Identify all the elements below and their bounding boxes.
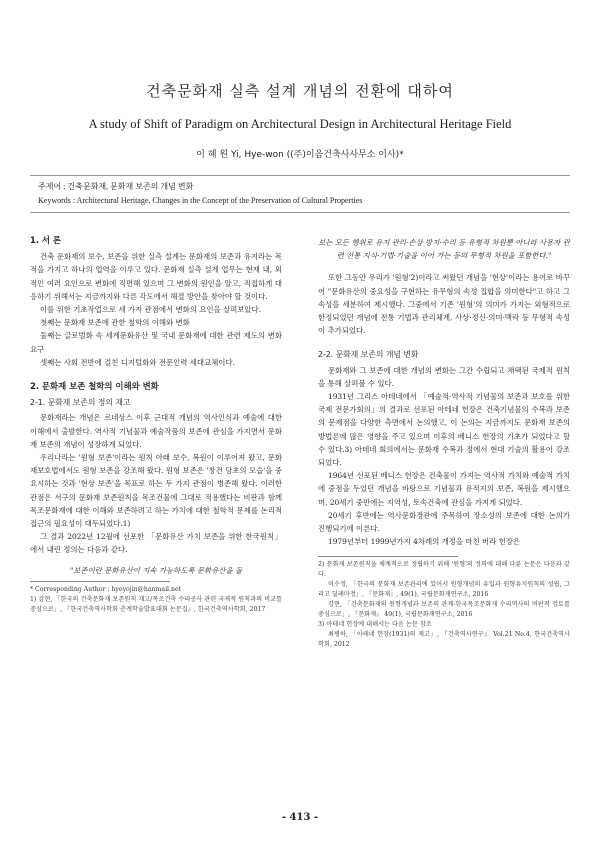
footnote-rule <box>318 556 458 557</box>
principle-quote-continued: 보는 모든 행위로 유지 관리·손상 방지·수리 등 유형적 차원뿐 아니라 사용자 관련 전통 지식·기법·기술을 이어 가는 등의 무형적 차원을 포함한다." <box>318 238 570 261</box>
footnote-1: 1) 강현, 「한국의 건축문화재 보존원칙 재고/목조건축 수리공사 관련 국제적 원칙과의 비교를 중심으로」, 『한국건축역사학회 춘계학술발표대회 논문집』, 한국건축역사학회, 2017 <box>30 595 282 613</box>
paragraph: 1979년부터 1999년가지 4차례의 개정을 마친 버라 헌장은 <box>328 537 521 547</box>
corresponding-author-footnote: * Corresponding Author : hyeyojin@hanmail.net <box>30 585 182 593</box>
left-column <box>30 234 282 615</box>
keywords-english: Keywords : Architectural Heritage, Changes in the Concept of the Preservation of Cultural Properties <box>38 196 363 205</box>
author-line: 이 혜 원 Yi, Hye-won ((주)이음건축사사무소 이사)* <box>196 150 404 160</box>
paragraph: 문화재와 그 보존에 대한 개념의 변화는 그간 수립되고 채택된 국제적 원칙을 통해 살펴볼 수 있다. <box>318 365 570 388</box>
footnote-3: 3) 아테네 헌장에 대해서는 다음 논문 참조 <box>318 621 432 629</box>
principle-quote-start: "보존이란 문화유산이 지속 가능하도록 문화유산을 돌 <box>69 565 243 575</box>
paragraph: 둘째는 글로벌화 속 세계문화유산 및 국내 문화재에 대한 관련 제도의 변화 요구 <box>30 331 282 354</box>
keywords-korean: 주제어 : 건축문화재, 문화재 보존의 개념 변화 <box>38 182 194 191</box>
footnote-rule <box>30 581 170 582</box>
paragraph: 또한 그동안 우리가 '원형'2)이라고 써왔던 개념을 '현상'이라는 용어로 바꾸어 "문화유산의 중요성을 구현하는 유무형의 속성 집합을 의미한다"고 하고 그 속성을 세분하여 제시했다. 그중에서 기존 '원형'의 의미가 가지는 외형적으로 한정되었던 개념에 전통 기법과 관리체계, 사상·정신·의미·맥락 등 무형적 속성이 추가되었다. <box>318 273 570 336</box>
footnote-2: 2) 문화재 보존원칙을 체계적으로 정립하기 위해 '원형'의 정의에 대해 다룬 논문은 다음과 같다. <box>318 561 570 579</box>
section-2-2-heading: 2-2. 문화재 보존의 개념 변화 <box>318 350 419 360</box>
section-2-heading: 2. 문화재 보존 철학의 이해와 변화 <box>30 381 159 392</box>
paper-title-english: A study of Shift of Paradigm on Architectural Design in Architectural Heritage Field <box>88 117 512 131</box>
section-1-heading: 1. 서 론 <box>30 235 62 245</box>
footnote-3-ref-a: 최병하, 「아테네 헌장(1931)의 재고」, 『건축역사연구』 Vol.21 No.4, 한국건축역사학회, 2012 <box>318 631 570 649</box>
keywords-bottom-rule <box>30 212 570 213</box>
paragraph: 1964년 선포된 베니스 헌장은 건축물이 가지는 역사적 가치와 예술적 가치에 중점을 두었던 개념을 바탕으로 기념물과 유적지의 보존, 복원을 제시했으며, 20세기 중반에는 지역성, 토속건축에 관심을 가지게 되었다. <box>318 471 570 507</box>
paragraph: 이를 위한 기초작업으로 세 가지 관점에서 변화의 요인을 살펴보았다. <box>40 305 262 315</box>
paragraph: 1931년 그리스 아테네에서 「예술적·역사적 기념물의 보존과 보호를 위한 국제 전문가회의」의 결과로 선포된 아테네 헌장은 건축기념물의 수복과 보존의 문제점을 다양한 측면에서 논의했고, 이 논의는 지금까지도 문화재 보존의 방법론에 많은 영향을 주고 있으며 이후의 베니스 헌장의 기초가 되었다고 할 수 있다.3) 아테네 회의에서는 문화재 수복과 정에서 현대 기술의 활용이 강조되었다. <box>318 392 570 468</box>
paragraph: 건축 문화재의 보수, 보존을 위한 실측 설계는 문화재의 보존과 유지라는 목적을 가지고 하나의 업역을 이루고 있다. 문화재 실측 설계 업무는 현재 내, 외적인 여러 요인으로 변화에 직면해 있으며 그 변화의 원인을 알고, 직접하게 대응하기 위해서는 지금까지와 다른 각도에서 해결 방안을 찾아야 할 것이다. <box>30 252 282 301</box>
keywords-top-rule <box>30 175 570 176</box>
footnote-2-ref-b: 강현, 「건축문화재의 원형개념과 보존의 관계-한국목조문화재 수리역사의 비판적 검토를 중심으로」, 『문화재』 49(1), 국립문화재연구소, 2016 <box>318 601 570 619</box>
paragraph: 그 결과 2022년 12월에 선포한 「문화유산 가치 보존을 위한 한국원칙」에서 내린 정의는 다음과 같다. <box>30 532 282 555</box>
footnote-2-ref-a: 이수정, 「한국의 문화재 보존관리에 있어서 원형개념의 유입과 원형유지원칙의 성립, 그리고 딜레마정」, 『문화재』, 49(1), 국립문화재연구소, 2016 <box>318 581 570 599</box>
page-number: - 413 - <box>281 812 319 823</box>
paragraph: 20세기 후반에는 역사문화경관에 주목하여 장소성의 보존에 대한 논의가 진행되기에 이른다. <box>318 510 570 534</box>
paragraph: 문화재라는 개념은 르네상스 이후 근대적 개념의 역사인식과 예술에 대한 이해에서 출발한다. 역사적 기념물과 예술작품의 보존에 관심을 가지면서 문화재 보존의 개념이 성장하게 되었다. <box>30 413 282 449</box>
paragraph: 첫째는 문화재 보존에 관한 철학의 이해와 변화 <box>40 318 190 328</box>
right-column <box>318 234 570 650</box>
paper-title-korean: 건축문화재 실측 설계 개념의 전환에 대하여 <box>146 82 454 100</box>
paragraph: 셋째는 사회 전반에 걸친 디지털화와 전문인력 세대교체이다. <box>40 357 235 367</box>
paragraph: 우리나라는 '원형 보존'이라는 원칙 아래 보수, 복원이 이루어져 왔고, 문화재보호법에서도 원형 보존을 강조해 왔다. 원형 보존은 '창건 당초의 모습'을 중요시하는 것과 '현상 보존'을 목표로 하는 두 가지 관점이 병존해 왔다. 이러한 관점은 서구의 문화재 보존원칙을 목조건물에 그대로 적용했다는 비판과 함께 목조문화재에 대한 이해와 보존하려고 하는 가치에 대한 철학적 문제를 논리적 접근의 필요성이 대두되었다.1) <box>30 453 282 529</box>
section-2-1-heading: 2-1. 문화재 보존의 정의 재고 <box>30 398 131 408</box>
